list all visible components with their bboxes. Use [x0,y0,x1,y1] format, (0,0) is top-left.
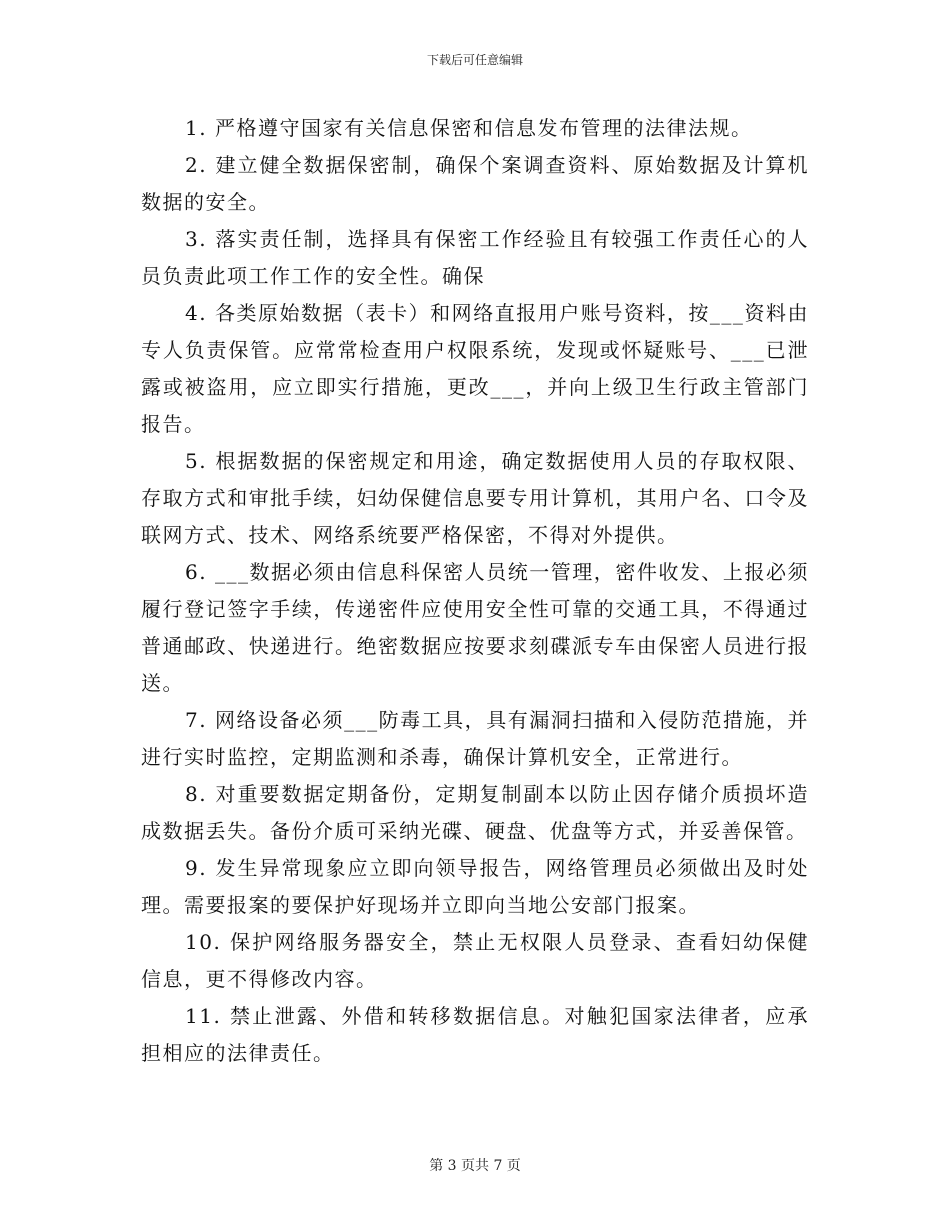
paragraph-9: 9. 发生异常现象应立即向领导报告，网络管理员必须做出及时处理。需要报案的要保护好现场并立即向当地公安部门报案。 [141,856,809,917]
paragraph-1: 1. 严格遵守国家有关信息保密和信息发布管理的法律法规。 [185,116,753,140]
paragraph-11: 11. 禁止泄露、外借和转移数据信息。对触犯国家法律者，应承担相应的法律责任。 [141,1004,809,1065]
paragraph-5: 5. 根据数据的保密规定和用途，确定数据使用人员的存取权限、存取方式和审批手续，妇幼保健信息要专用计算机，其用户名、口令及联网方式、技术、网络系统要严格保密，不得对外提供。 [141,449,809,547]
document-body [141,110,809,1072]
paragraph-7: 7. 网络设备必须___防毒工具，具有漏洞扫描和入侵防范措施，并进行实时监控，定期监测和杀毒，确保计算机安全，正常进行。 [141,708,809,769]
page-number-footer: 第 3 页共 7 页 [429,1158,521,1174]
paragraph-2: 2. 建立健全数据保密制，确保个案调查资料、原始数据及计算机数据的安全。 [141,153,809,214]
page-header-note: 下载后可任意编辑 [426,53,523,67]
paragraph-8: 8. 对重要数据定期备份，定期复制副本以防止因存储介质损坏造成数据丢失。备份介质可采纳光碟、硬盘、优盘等方式，并妥善保管。 [141,782,809,843]
paragraph-3: 3. 落实责任制，选择具有保密工作经验且有较强工作责任心的人员负责此项工作工作的安全性。确保 [141,227,809,288]
paragraph-6: 6. ___数据必须由信息科保密人员统一管理，密件收发、上报必须履行登记签字手续，传递密件应使用安全性可靠的交通工具，不得通过普通邮政、快递进行。绝密数据应按要求刻碟派专车由保密人员进行报送。 [141,560,809,695]
paragraph-10: 10. 保护网络服务器安全，禁止无权限人员登录、查看妇幼保健信息，更不得修改内容。 [141,930,809,991]
paragraph-4: 4. 各类原始数据（表卡）和网络直报用户账号资料，按___资料由专人负责保管。应常常检查用户权限系统，发现或怀疑账号、___已泄露或被盗用，应立即实行措施，更改___，并向上级卫生行政主管部门报告。 [141,301,809,436]
